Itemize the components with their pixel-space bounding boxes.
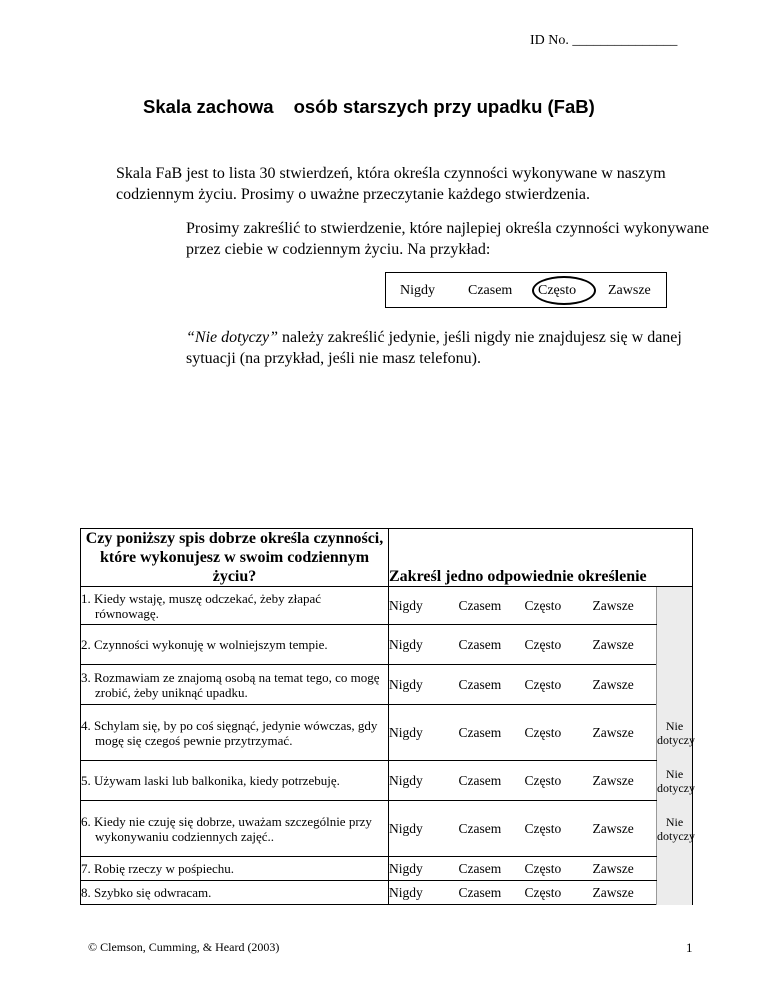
option-czasem[interactable]: Czasem [459,857,525,881]
question-text: 5. Używam laski lub balkonika, kiedy potrzebuję. [81,761,389,801]
option-czasem[interactable]: Czasem [459,665,525,705]
option-czasem[interactable]: Czasem [459,625,525,665]
option-czasem[interactable]: Czasem [459,587,525,625]
example-scale [385,272,667,308]
option-czesto[interactable]: Często [525,705,593,761]
option-zawsze[interactable]: Zawsze [593,881,657,905]
question-text: 3. Rozmawiam ze znajomą osobą na temat tego, co mogę zrobić, żeby uniknąć upadku. [81,665,389,705]
table-row [81,705,693,761]
example-circle-mark [532,276,596,305]
option-zawsze[interactable]: Zawsze [593,587,657,625]
table-row [81,801,693,857]
copyright-footer: © Clemson, Cumming, & Heard (2003) [88,940,280,954]
option-nigdy[interactable]: Nigdy [389,801,459,857]
question-text: 1. Kiedy wstaję, muszę odczekać, żeby złapać równowagę. [81,587,389,625]
answer-column-header: Zakreśl jedno odpowiednie określenie [389,529,693,587]
option-zawsze[interactable]: Zawsze [593,857,657,881]
table-row [81,857,693,881]
option-nie-dotyczy[interactable]: Nie dotyczy [657,801,693,857]
question-text: 2. Czynności wykonuję w wolniejszym tempie. [81,625,389,665]
not-applicable-note [186,327,726,369]
page-number: 1 [686,940,693,955]
question-column-header: Czy poniższy spis dobrze określa czynności, które wykonujesz w swoim codziennym życiu? [81,529,389,587]
option-nigdy[interactable]: Nigdy [389,705,459,761]
option-nie-dotyczy[interactable]: Nie dotyczy [657,761,693,801]
option-zawsze[interactable]: Zawsze [593,665,657,705]
option-nigdy[interactable]: Nigdy [389,665,459,705]
note-quote: “Nie dotyczy” [186,329,278,346]
option-zawsze[interactable]: Zawsze [593,625,657,665]
option-nigdy[interactable]: Nigdy [389,857,459,881]
not-applicable-blank [657,857,693,905]
option-czasem[interactable]: Czasem [459,801,525,857]
questionnaire-table [80,528,693,905]
option-czasem[interactable]: Czasem [459,705,525,761]
option-czesto[interactable]: Często [525,801,593,857]
intro-paragraph: Skala FaB jest to lista 30 stwierdzeń, która określa czynności wykonywane w naszym codziennym życiu. Prosimy o uważne przeczytanie każdego stwierdzenia. [116,165,666,203]
option-czesto[interactable]: Często [525,857,593,881]
option-nigdy[interactable]: Nigdy [389,625,459,665]
option-nigdy[interactable]: Nigdy [389,881,459,905]
option-zawsze[interactable]: Zawsze [593,761,657,801]
option-zawsze[interactable]: Zawsze [593,705,657,761]
question-text: 7. Robię rzeczy w pośpiechu. [81,857,389,881]
option-czesto[interactable]: Często [525,761,593,801]
question-text: 8. Szybko się odwracam. [81,881,389,905]
table-row [81,665,693,705]
option-czasem[interactable]: Czasem [459,761,525,801]
option-czesto[interactable]: Często [525,881,593,905]
instruction-paragraph: Prosimy zakreślić to stwierdzenie, które najlepiej określa czynności wykonywane przez ciebie w codziennym życiu. Na przykład: [186,220,709,258]
option-czesto[interactable]: Często [525,665,593,705]
example-option-czasem: Czasem [468,283,513,298]
option-czesto[interactable]: Często [525,587,593,625]
note-text: należy zakreślić jedynie, jeśli nigdy nie znajdujesz się w danej sytuacji (na przykład, jeśli nie masz telefonu). [186,329,682,367]
title-part-2: osób starszych przy upadku (FaB) [293,96,595,117]
option-nigdy[interactable]: Nigdy [389,761,459,801]
table-row [81,881,693,905]
not-applicable-blank [657,587,693,705]
example-option-nigdy: Nigdy [400,283,435,298]
id-number-field: ID No. _______________ [530,33,678,48]
title-part-1: Skala zachowa [143,96,274,117]
question-text: 4. Schylam się, by po coś sięgnąć, jedynie wówczas, gdy mogę się czegoś pewnie przytrzymać. [81,705,389,761]
question-text: 6. Kiedy nie czuję się dobrze, uważam szczególnie przy wykonywaniu codziennych zajęć.. [81,801,389,857]
table-row [81,625,693,665]
table-row [81,587,693,625]
example-option-czesto: Często [538,283,577,298]
option-nie-dotyczy[interactable]: Nie dotyczy [657,705,693,761]
option-nigdy[interactable]: Nigdy [389,587,459,625]
table-row [81,761,693,801]
option-czesto[interactable]: Często [525,625,593,665]
example-option-zawsze: Zawsze [608,283,651,298]
option-zawsze[interactable]: Zawsze [593,801,657,857]
option-czasem[interactable]: Czasem [459,881,525,905]
page-title [143,96,595,118]
